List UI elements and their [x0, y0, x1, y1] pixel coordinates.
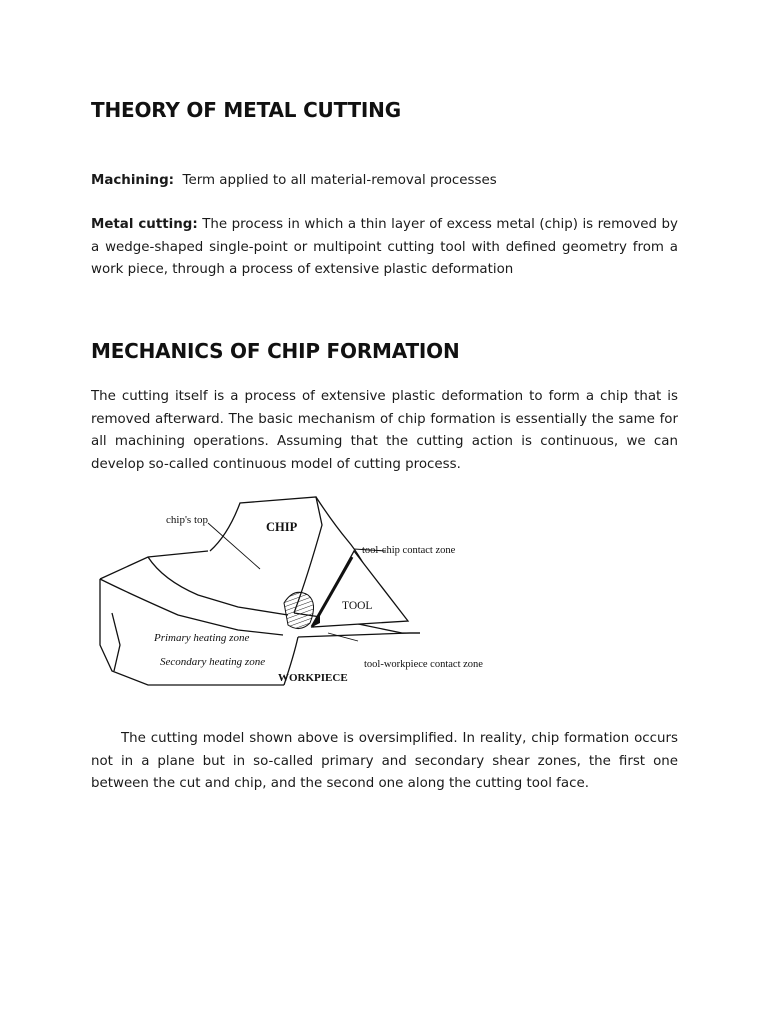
chip-formation-diagram	[88, 495, 508, 695]
label-secondary-heating-zone: Secondary heating zone	[160, 656, 266, 668]
machining-def-text: Term applied to all material-removal processes	[182, 173, 497, 188]
cutting-tool	[312, 551, 408, 627]
label-workpiece: WORKPIECE	[278, 672, 348, 684]
machining-term: Machining:	[91, 173, 175, 188]
heading-mechanics-of-chip-formation: MECHANICS OF CHIP FORMATION	[91, 339, 460, 363]
metal-cutting-term: Metal cutting:	[91, 217, 198, 232]
machining-definition	[91, 170, 678, 193]
metal-cutting-definition	[91, 214, 678, 282]
label-chips-top: chip's top	[166, 514, 209, 526]
shear-zone-hatch	[284, 592, 314, 628]
closing-paragraph: The cutting model shown above is oversimplified. In reality, chip formation occurs not in a plane but in so-called primary and secondary shear zones, the first one between the cut and chip, and the second one along the cutting tool face.	[91, 731, 678, 791]
label-chip: CHIP	[266, 520, 298, 534]
label-tool-workpiece-contact-zone: tool-workpiece contact zone	[364, 659, 483, 670]
label-primary-heating-zone: Primary heating zone	[154, 632, 250, 644]
heading-theory-of-metal-cutting: THEORY OF METAL CUTTING	[91, 98, 401, 122]
label-tool-chip-contact-zone: tool-chip contact zone	[362, 545, 456, 556]
label-tool: TOOL	[342, 600, 373, 612]
metal-cutting-def-text: The process in which a thin layer of excess metal (chip) is removed by a wedge-shaped single-point or multipoint cutting tool with defined geometry from a work piece, through a process of extensive plastic deformation	[91, 217, 678, 277]
chip-formation-paragraph: The cutting itself is a process of extensive plastic deformation to form a chip that is removed afterward. The basic mechanism of chip formation is essentially the same for all machining operations. Assuming that the cutting action is continuous, we can develop so-called continuous model of cutting process.	[91, 389, 678, 472]
